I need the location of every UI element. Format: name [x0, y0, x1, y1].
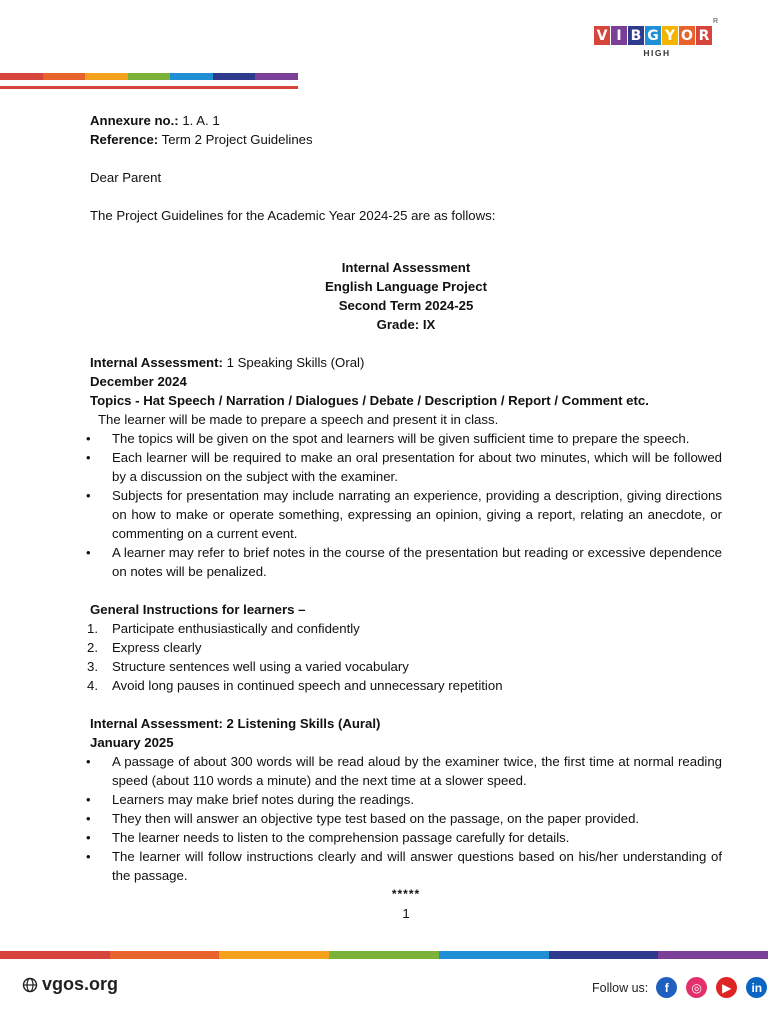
reference-line — [90, 130, 722, 149]
logo-letters — [594, 26, 712, 45]
stripe-segment — [219, 951, 329, 959]
facebook-icon[interactable]: f — [656, 977, 677, 998]
ia1-title — [90, 353, 722, 372]
heading-line-4: Grade: IX — [376, 317, 436, 332]
ia1-value: 1 Speaking Skills (Oral) — [226, 355, 365, 370]
stripe-segment — [170, 73, 213, 80]
list-item: • The learner needs to listen to the comprehension passage carefully for details. — [90, 828, 722, 847]
stripe-segment — [0, 73, 43, 80]
page-number: 1 — [402, 906, 410, 921]
stripe-segment — [43, 73, 86, 80]
document-body — [87, 111, 722, 923]
list-item: • The topics will be given on the spot and learners will be given sufficient time to prepare the speech. — [90, 429, 722, 448]
salutation: Dear Parent — [90, 170, 162, 185]
list-item: • They then will answer an objective type test based on the passage, on the paper provided. — [90, 809, 722, 828]
annexure-line — [90, 111, 722, 130]
stripe-segment — [549, 951, 659, 959]
reference-value: Term 2 Project Guidelines — [161, 132, 313, 147]
ia2-month: January 2025 — [90, 735, 174, 750]
list-item: 4. Avoid long pauses in continued speech and unnecessary repetition — [87, 678, 503, 693]
general-instructions-title: General Instructions for learners – — [90, 602, 306, 617]
logo-letter: G — [645, 26, 661, 45]
stripe-segment — [85, 73, 128, 80]
website-url[interactable]: vgos.org — [42, 974, 119, 994]
ia1-bullet-list — [90, 429, 722, 581]
list-item: 3. Structure sentences well using a varied vocabulary — [87, 659, 409, 674]
heading-line-2: English Language Project — [325, 279, 487, 294]
end-stars: ***** — [391, 887, 421, 901]
vibgyor-logo — [594, 18, 718, 58]
logo-letter: Y — [662, 26, 678, 45]
stripe-segment — [439, 951, 549, 959]
stripe-segment — [658, 951, 768, 959]
social-links — [656, 977, 767, 998]
ia1-note: The learner will be made to prepare a speech and present it in class. — [98, 412, 499, 427]
list-item: • A learner may refer to brief notes in the course of the presentation but reading or excessive dependence on notes will be penalized. — [90, 543, 722, 581]
follow-us — [592, 977, 767, 998]
ia1-topics: Topics - Hat Speech / Narration / Dialogues / Debate / Description / Report / Comment etc. — [90, 393, 649, 408]
stripe-segment — [329, 951, 439, 959]
list-item: • Each learner will be required to make an oral presentation for about two minutes, which will be followed by a discussion on the subject with the examiner. — [90, 448, 722, 486]
footer-website[interactable] — [22, 974, 118, 995]
annexure-label: Annexure no.: — [90, 113, 179, 128]
list-item: • Learners may make brief notes during the readings. — [90, 790, 722, 809]
intro-text: The Project Guidelines for the Academic Year 2024-25 are as follows: — [90, 208, 496, 223]
logo-letter: I — [611, 26, 627, 45]
stripe-segment — [255, 73, 298, 80]
globe-icon — [22, 977, 38, 993]
header-thin-stripe — [0, 86, 298, 89]
ia1-label: Internal Assessment: — [90, 355, 223, 370]
heading-line-3: Second Term 2024-25 — [338, 298, 474, 313]
logo-letter: B — [628, 26, 644, 45]
ia2-title: Internal Assessment: 2 Listening Skills (Aural) — [90, 716, 381, 731]
reference-label: Reference: — [90, 132, 159, 147]
logo-letter: V — [594, 26, 610, 45]
logo-letter: R — [696, 26, 712, 45]
stripe-segment — [0, 951, 110, 959]
stripe-segment — [128, 73, 171, 80]
ia2-bullet-list — [90, 752, 722, 885]
ia1-month: December 2024 — [90, 374, 187, 389]
follow-label: Follow us: — [592, 980, 649, 995]
youtube-icon[interactable]: ▶ — [716, 977, 737, 998]
stripe-segment — [213, 73, 256, 80]
heading-line-1: Internal Assessment — [341, 260, 471, 275]
linkedin-icon[interactable]: in — [746, 977, 767, 998]
list-item: • The learner will follow instructions clearly and will answer questions based on his/her understanding of the passage. — [90, 847, 722, 885]
list-item: • A passage of about 300 words will be read aloud by the examiner twice, the first time at normal reading speed (about 110 words a minute) and the next time at a slower speed. — [90, 752, 722, 790]
logo-subtitle: HIGH — [643, 48, 671, 58]
footer-color-stripe — [0, 951, 768, 959]
header-color-stripe — [0, 73, 298, 80]
list-item: • Subjects for presentation may include narrating an experience, providing a description, giving directions on how to make or operate something, expressing an opinion, giving a report, relating an anecdote, or commenting on a current event. — [90, 486, 722, 543]
registered-mark: R — [712, 18, 718, 25]
annexure-value: 1. A. 1 — [182, 113, 220, 128]
list-item: 1. Participate enthusiastically and confidently — [87, 621, 360, 636]
instagram-icon[interactable]: ◎ — [686, 977, 707, 998]
general-instructions-list — [87, 619, 722, 695]
logo-letter: O — [679, 26, 695, 45]
stripe-segment — [110, 951, 220, 959]
list-item: 2. Express clearly — [87, 640, 202, 655]
